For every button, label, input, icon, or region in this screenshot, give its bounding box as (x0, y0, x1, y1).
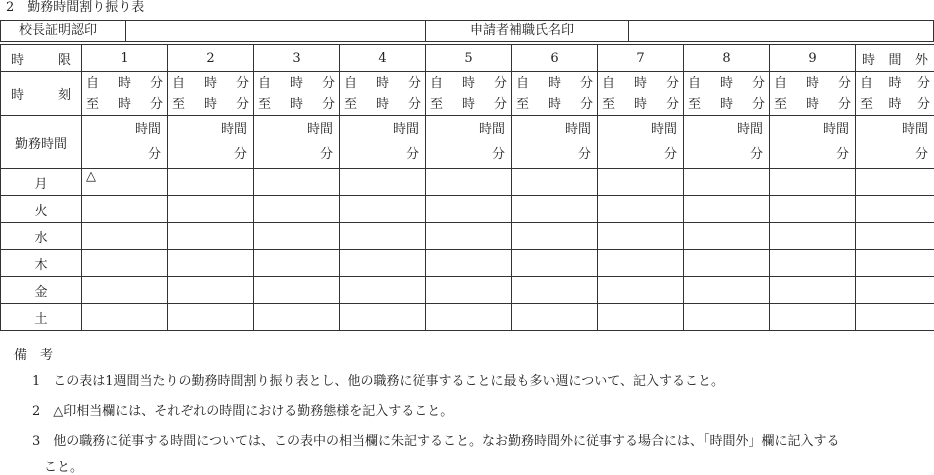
time-to-line: 至 時 分 (684, 94, 769, 115)
schedule-table (0, 44, 934, 331)
duty-hours-cell[interactable] (254, 116, 340, 169)
time-cell[interactable] (168, 72, 254, 116)
principal-seal-label: 校長証明認印 (0, 20, 126, 42)
kinmu-label: 勤務時間 (1, 116, 82, 169)
time-from-line: 自 時 分 (168, 73, 253, 94)
time-from-line: 自 時 分 (254, 73, 339, 94)
day-cell[interactable] (426, 277, 512, 304)
applicant-seal-label: 申請者補職氏名印 (425, 20, 629, 42)
day-cell[interactable] (340, 196, 426, 223)
day-cell[interactable] (684, 277, 770, 304)
day-row-fri (1, 277, 934, 304)
time-from-line: 自 時 分 (512, 73, 597, 94)
day-cell[interactable] (684, 304, 770, 331)
day-cell[interactable] (856, 304, 934, 331)
day-cell[interactable] (82, 169, 168, 196)
day-cell[interactable] (684, 223, 770, 250)
minutes-unit: 分 (684, 142, 769, 167)
day-label: 木 (1, 250, 82, 277)
time-to-line: 至 時 分 (598, 94, 683, 115)
time-from-line: 自 時 分 (770, 73, 855, 94)
notes-heading: 備 考 (14, 344, 53, 363)
day-cell[interactable] (598, 250, 684, 277)
day-cell[interactable] (684, 250, 770, 277)
time-from-line: 自 時 分 (426, 73, 511, 94)
time-to-line: 至 時 分 (426, 94, 511, 115)
day-cell[interactable] (168, 223, 254, 250)
duty-hours-cell[interactable] (82, 116, 168, 169)
minutes-unit: 分 (168, 142, 253, 167)
day-cell[interactable] (82, 304, 168, 331)
day-cell[interactable] (82, 196, 168, 223)
day-label: 月 (1, 169, 82, 196)
period-9: 9 (770, 45, 856, 72)
duty-hours-cell[interactable] (426, 116, 512, 169)
day-cell[interactable] (426, 250, 512, 277)
minutes-unit: 分 (254, 142, 339, 167)
day-cell[interactable] (770, 169, 856, 196)
day-cell[interactable] (340, 223, 426, 250)
day-cell[interactable] (598, 304, 684, 331)
day-row-mon (1, 169, 934, 196)
day-cell[interactable] (856, 223, 934, 250)
day-cell[interactable] (254, 196, 340, 223)
day-cell[interactable] (684, 196, 770, 223)
day-cell[interactable] (168, 277, 254, 304)
period-8: 8 (684, 45, 770, 72)
day-cell[interactable] (168, 196, 254, 223)
period-3: 3 (254, 45, 340, 72)
time-from-line: 自 時 分 (856, 73, 934, 94)
day-cell[interactable] (512, 196, 598, 223)
duty-hours-cell[interactable] (770, 116, 856, 169)
time-cell[interactable] (426, 72, 512, 116)
duty-hours-cell[interactable] (684, 116, 770, 169)
hours-unit: 時間 (598, 117, 683, 142)
hours-unit: 時間 (82, 117, 167, 142)
time-from-line: 自 時 分 (82, 73, 167, 94)
day-cell[interactable] (82, 250, 168, 277)
day-cell[interactable] (254, 223, 340, 250)
hours-unit: 時間 (426, 117, 511, 142)
day-cell[interactable] (770, 277, 856, 304)
day-cell[interactable] (512, 250, 598, 277)
note-3: 3 他の職務に従事する時間については、この表中の相当欄に朱記すること。なお勤務時間外に従事する場合には、「時間外」欄に記入する (32, 430, 840, 449)
time-cell[interactable] (340, 72, 426, 116)
day-cell[interactable] (82, 223, 168, 250)
duty-hours-cell[interactable] (598, 116, 684, 169)
day-cell[interactable] (856, 196, 934, 223)
day-cell[interactable] (770, 196, 856, 223)
day-cell[interactable] (340, 277, 426, 304)
day-cell[interactable] (856, 277, 934, 304)
time-row (1, 72, 934, 116)
day-cell[interactable] (254, 169, 340, 196)
overtime-label: 時 間 外 (856, 45, 934, 72)
note-1: 1 この表は1週間当たりの勤務時間割り振り表とし、他の職務に従事することに最も多い週について、記入すること。 (32, 370, 724, 389)
triangle-mark: △ (82, 169, 96, 184)
hours-unit: 時間 (254, 117, 339, 142)
day-row-thu (1, 250, 934, 277)
time-from-line: 自 時 分 (340, 73, 425, 94)
form-title: 2 勤務時間割り振り表 (6, 0, 144, 16)
day-cell[interactable] (598, 196, 684, 223)
period-header-row (1, 45, 934, 72)
time-to-line: 至 時 分 (512, 94, 597, 115)
day-cell[interactable] (254, 277, 340, 304)
minutes-unit: 分 (426, 142, 511, 167)
hours-unit: 時間 (856, 117, 934, 142)
day-cell[interactable] (426, 169, 512, 196)
day-cell[interactable] (168, 169, 254, 196)
day-cell[interactable] (426, 223, 512, 250)
minutes-unit: 分 (770, 142, 855, 167)
time-cell[interactable] (254, 72, 340, 116)
day-cell[interactable] (340, 250, 426, 277)
day-cell[interactable] (856, 169, 934, 196)
hours-unit: 時間 (512, 117, 597, 142)
jigen-label: 時 限 (1, 45, 82, 72)
jikoku-label: 時 刻 (1, 72, 82, 116)
day-cell[interactable] (426, 304, 512, 331)
time-from-line: 自 時 分 (598, 73, 683, 94)
hours-unit: 時間 (340, 117, 425, 142)
time-cell[interactable] (770, 72, 856, 116)
day-cell[interactable] (598, 169, 684, 196)
duty-hours-row (1, 116, 934, 169)
time-cell[interactable] (598, 72, 684, 116)
day-cell[interactable] (512, 277, 598, 304)
period-6: 6 (512, 45, 598, 72)
note-2: 2 △印相当欄には、それぞれの時間における勤務態様を記入すること。 (32, 400, 453, 419)
minutes-unit: 分 (856, 142, 934, 167)
time-to-line: 至 時 分 (770, 94, 855, 115)
minutes-unit: 分 (82, 142, 167, 167)
day-cell[interactable] (598, 277, 684, 304)
day-cell[interactable] (512, 169, 598, 196)
period-2: 2 (168, 45, 254, 72)
day-cell[interactable] (168, 304, 254, 331)
day-cell[interactable] (340, 304, 426, 331)
time-cell[interactable] (684, 72, 770, 116)
duty-hours-cell[interactable] (856, 116, 934, 169)
period-7: 7 (598, 45, 684, 72)
day-cell[interactable] (856, 250, 934, 277)
time-to-line: 至 時 分 (340, 94, 425, 115)
day-cell[interactable] (770, 223, 856, 250)
time-cell[interactable] (856, 72, 934, 116)
day-cell[interactable] (770, 250, 856, 277)
duty-hours-cell[interactable] (512, 116, 598, 169)
time-from-line: 自 時 分 (684, 73, 769, 94)
day-label: 土 (1, 304, 82, 331)
hours-unit: 時間 (168, 117, 253, 142)
day-cell[interactable] (512, 223, 598, 250)
note-3-continued: こと。 (44, 456, 83, 475)
day-label: 火 (1, 196, 82, 223)
time-to-line: 至 時 分 (82, 94, 167, 115)
day-row-sat (1, 304, 934, 331)
hours-unit: 時間 (684, 117, 769, 142)
day-cell[interactable] (426, 196, 512, 223)
minutes-unit: 分 (512, 142, 597, 167)
day-cell[interactable] (254, 250, 340, 277)
day-cell[interactable] (512, 304, 598, 331)
applicant-seal-field[interactable] (628, 20, 934, 42)
day-label: 水 (1, 223, 82, 250)
day-row-wed (1, 223, 934, 250)
duty-hours-cell[interactable] (340, 116, 426, 169)
time-to-line: 至 時 分 (168, 94, 253, 115)
day-row-tue (1, 196, 934, 223)
period-5: 5 (426, 45, 512, 72)
day-label: 金 (1, 277, 82, 304)
time-to-line: 至 時 分 (856, 94, 934, 115)
day-cell[interactable] (168, 250, 254, 277)
minutes-unit: 分 (340, 142, 425, 167)
day-cell[interactable] (770, 304, 856, 331)
hours-unit: 時間 (770, 117, 855, 142)
day-cell[interactable] (254, 304, 340, 331)
day-cell[interactable] (340, 169, 426, 196)
duty-hours-cell[interactable] (168, 116, 254, 169)
minutes-unit: 分 (598, 142, 683, 167)
day-cell[interactable] (598, 223, 684, 250)
signature-row (0, 20, 934, 43)
period-1: 1 (82, 45, 168, 72)
time-cell[interactable] (512, 72, 598, 116)
time-to-line: 至 時 分 (254, 94, 339, 115)
period-4: 4 (340, 45, 426, 72)
time-cell[interactable] (82, 72, 168, 116)
day-cell[interactable] (684, 169, 770, 196)
principal-seal-field[interactable] (125, 20, 426, 42)
day-cell[interactable] (82, 277, 168, 304)
